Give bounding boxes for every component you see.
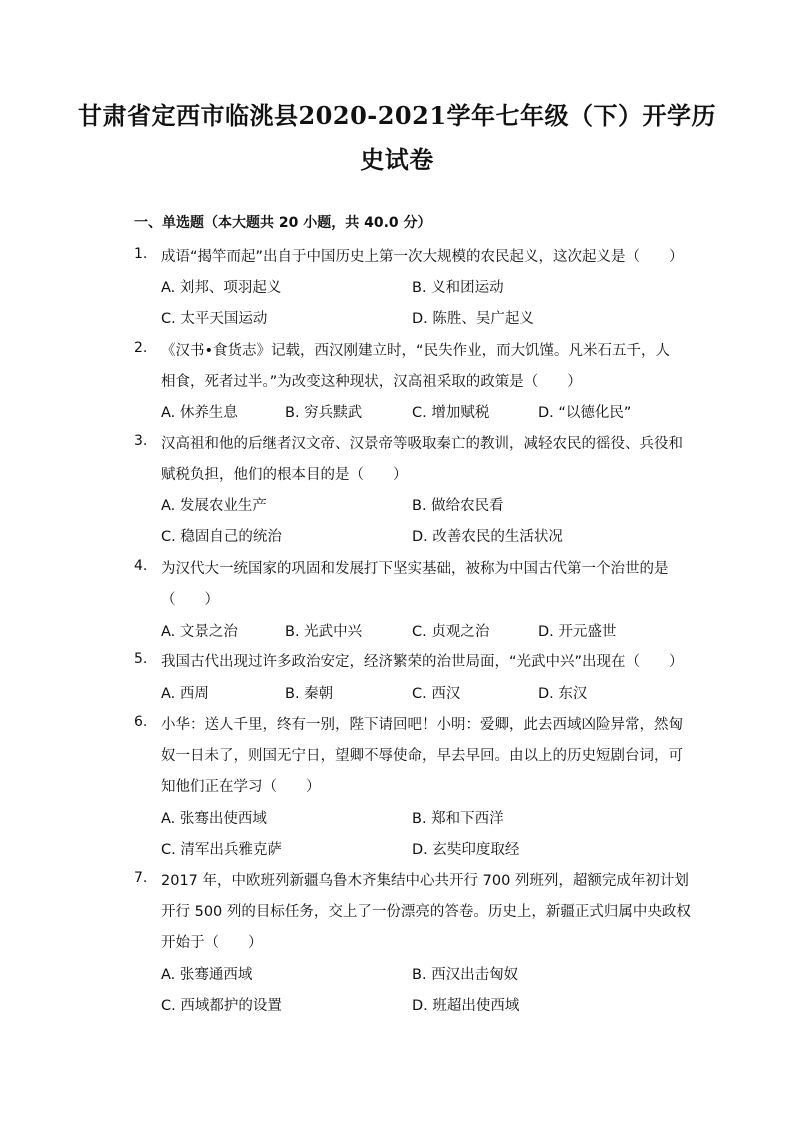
option-b: B. 西汉出击匈奴	[412, 967, 519, 983]
option-a: A. 文景之治	[161, 624, 238, 640]
option-c: C. 增加赋税	[412, 405, 490, 421]
option-b: B. 光武中兴	[285, 624, 363, 640]
question-text: 奴一日未了，则国无宁日，望卿不辱使命，早去早回。由以上的历史短剧台词，可	[161, 748, 683, 764]
option-b: B. 做给农民看	[412, 498, 504, 514]
option-c: C. 稳固自己的统治	[161, 529, 282, 545]
option-a: A. 休养生息	[161, 405, 238, 421]
question-text: 开行 500 列的目标任务，交上了一份漂亮的答卷。历史上，新疆正式归属中央政权	[161, 904, 691, 920]
option-a: A. 刘邦、项羽起义	[161, 280, 282, 296]
option-d: D. 班超出使西域	[412, 998, 520, 1014]
option-d: D. 改善农民的生活状况	[412, 529, 563, 545]
question-number: 7.	[134, 870, 148, 886]
option-c: C. 西域都护的设置	[161, 998, 282, 1014]
question-text: 成语“揭竿而起”出自于中国历史上第一次大规模的农民起义，这次起义是（ ）	[161, 249, 684, 265]
option-d: D. 开元盛世	[538, 624, 617, 640]
question-text: 开始于（ ）	[161, 935, 263, 951]
option-b: B. 义和团运动	[412, 280, 504, 296]
question-number: 4.	[134, 558, 148, 574]
question-text: 知他们正在学习（ ）	[161, 779, 321, 795]
option-c: C. 西汉	[412, 686, 461, 702]
question-text: 赋税负担，他们的根本目的是（ ）	[161, 467, 408, 483]
option-c: C. 清军出兵雅克萨	[161, 842, 282, 858]
option-d: D. “以德化民”	[538, 405, 632, 421]
option-b: B. 郑和下西洋	[412, 811, 504, 827]
option-d: D. 陈胜、吴广起义	[412, 311, 534, 327]
option-a: A. 西周	[161, 686, 209, 702]
question-number: 6.	[134, 714, 148, 730]
option-d: D. 玄奘印度取经	[412, 842, 520, 858]
exam-title-line-1: 甘肃省定西市临洮县2020-2021学年七年级（下）开学历	[77, 101, 717, 130]
exam-title-line-2: 史试卷	[360, 145, 434, 174]
option-c: C. 太平天国运动	[161, 311, 268, 327]
section-heading: 一、单选题（本大题共 20 小题，共 40.0 分）	[134, 215, 432, 231]
question-text: 相食，死者过半。”为改变这种现状，汉高祖采取的政策是（ ）	[161, 374, 582, 390]
option-a: A. 发展农业生产	[161, 498, 267, 514]
question-number: 5.	[134, 651, 148, 667]
question-number: 3.	[134, 433, 148, 449]
question-number: 2.	[134, 340, 148, 356]
question-text: 小华：送人千里，终有一别，陛下请回吧！小明：爱卿，此去西域凶险异常，然匈	[161, 717, 683, 733]
question-text: 为汉代大一统国家的巩固和发展打下坚实基础，被称为中国古代第一个治世的是	[161, 561, 669, 577]
option-b: B. 穷兵黩武	[285, 405, 363, 421]
option-a: A. 张骞通西域	[161, 967, 253, 983]
question-text: 汉高祖和他的后继者汉文帝、汉景帝等吸取秦亡的教训，减轻农民的徭役、兵役和	[161, 436, 683, 452]
option-c: C. 贞观之治	[412, 624, 490, 640]
option-b: B. 秦朝	[285, 686, 334, 702]
option-d: D. 东汉	[538, 686, 588, 702]
question-number: 1.	[134, 246, 148, 262]
question-text: 我国古代出现过许多政治安定，经济繁荣的治世局面，“光武中兴”出现在（ ）	[161, 654, 684, 670]
option-a: A. 张骞出使西域	[161, 811, 267, 827]
question-text: （ ）	[161, 592, 219, 608]
question-text: 《汉书•食货志》记载，西汉刚建立时，“民失作业，而大饥馑。凡米石五千，人	[161, 343, 671, 359]
question-text: 2017 年，中欧班列新疆乌鲁木齐集结中心共开行 700 列班列，超额完成年初计划	[161, 873, 689, 889]
